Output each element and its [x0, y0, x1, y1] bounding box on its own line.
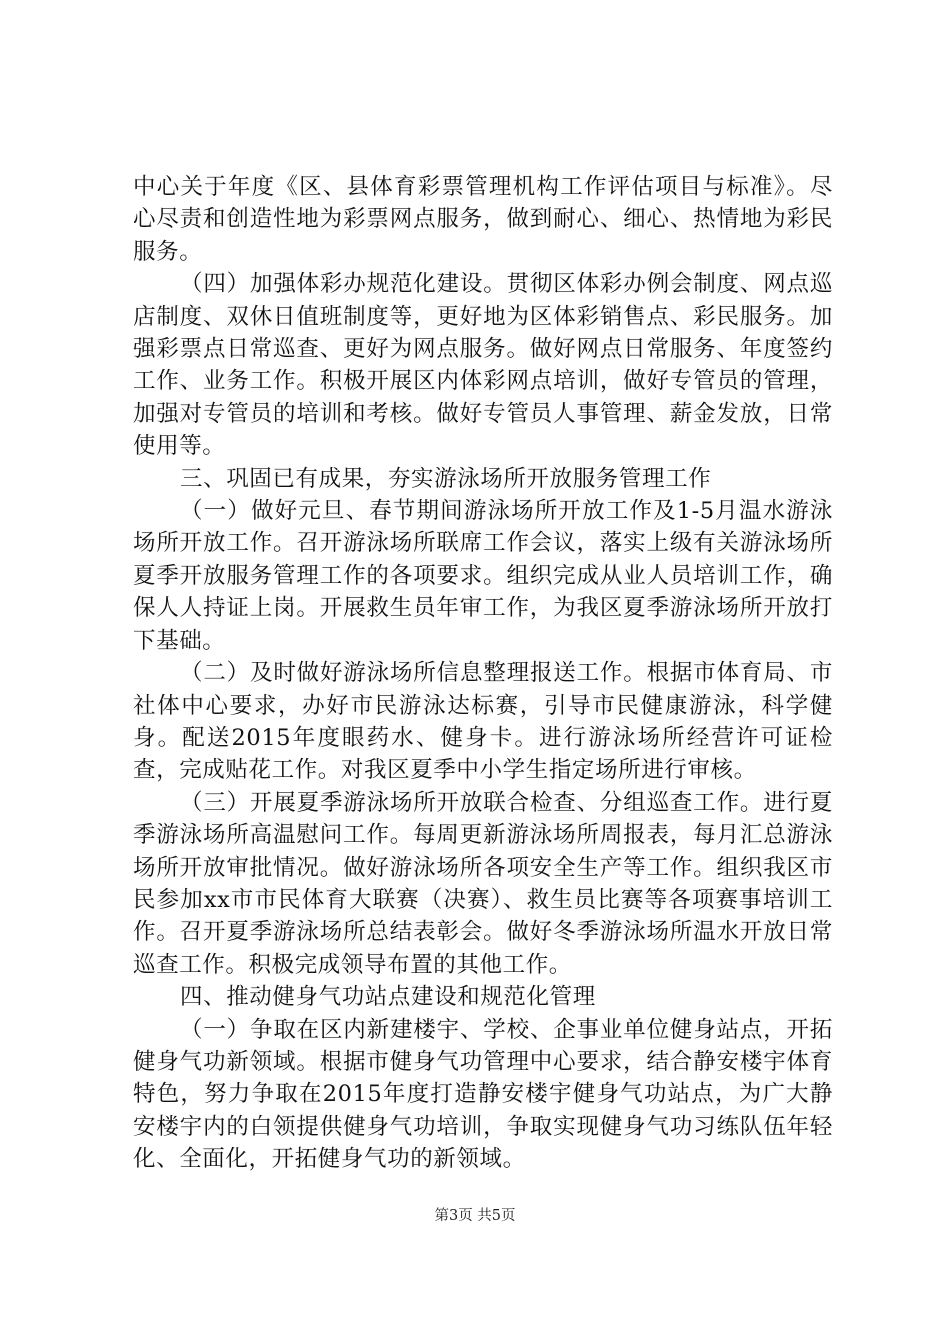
paragraph-swimming-three: （三）开展夏季游泳场所开放联合检查、分组巡查工作。进行夏季游泳场所高温慰问工作。每周更新游泳场所周报表，每月汇总游泳场所开放审批情况。做好游泳场所各项安全生产等工作。组织我区市民参加xx市市民体育大联赛（决赛）、救生员比赛等各项赛事培训工作。召开夏季游泳场所总结表彰会。做好冬季游泳场所温水开放日常巡查工作。积极完成领导布置的其他工作。 [133, 789, 833, 978]
paragraph-qigong-one: （一）争取在区内新建楼宇、学校、企事业单位健身站点，开拓健身气功新领域。根据市健身气功管理中心要求，结合静安楼宇体育特色，努力争取在2015年度打造静安楼宇健身气功站点，为广大静安楼宇内的白领提供健身气功培训，争取实现健身气功习练队伍年轻化、全面化，开拓健身气功的新领域。 [133, 1016, 833, 1173]
paragraph-section-four: （四）加强体彩办规范化建设。贯彻区体彩办例会制度、网点巡店制度、双休日值班制度等，更好地为区体彩销售点、彩民服务。加强彩票点日常巡查、更好为网点服务。做好网点日常服务、年度签约工作、业务工作。积极开展区内体彩网点培训，做好专管员的管理，加强对专管员的培训和考核。做好专管员人事管理、薪金发放，日常使用等。 [133, 271, 833, 460]
paragraph-continuation: 中心关于年度《区、县体育彩票管理机构工作评估项目与标准》。尽心尽责和创造性地为彩票网点服务，做到耐心、细心、热情地为彩民服务。 [133, 174, 833, 265]
paragraph-swimming-two: （二）及时做好游泳场所信息整理报送工作。根据市体育局、市社体中心要求，办好市民游泳达标赛，引导市民健康游泳，科学健身。配送2015年度眼药水、健身卡。进行游泳场所经营许可证检查，完成贴花工作。对我区夏季中小学生指定场所进行审核。 [133, 660, 833, 784]
heading-section-three: 三、巩固已有成果，夯实游泳场所开放服务管理工作 [180, 465, 712, 492]
page-number-footer: 第3页 共5页 [434, 1208, 516, 1224]
paragraph-swimming-one: （一）做好元旦、春节期间游泳场所开放工作及1-5月温水游泳场所开放工作。召开游泳场所联席工作会议，落实上级有关游泳场所夏季开放服务管理工作的各项要求。组织完成从业人员培训工作，确保人人持证上岗。开展救生员年审工作，为我区夏季游泳场所开放打下基础。 [133, 498, 833, 654]
heading-section-four: 四、推动健身气功站点建设和规范化管理 [180, 984, 596, 1011]
document-body [133, 171, 833, 1176]
